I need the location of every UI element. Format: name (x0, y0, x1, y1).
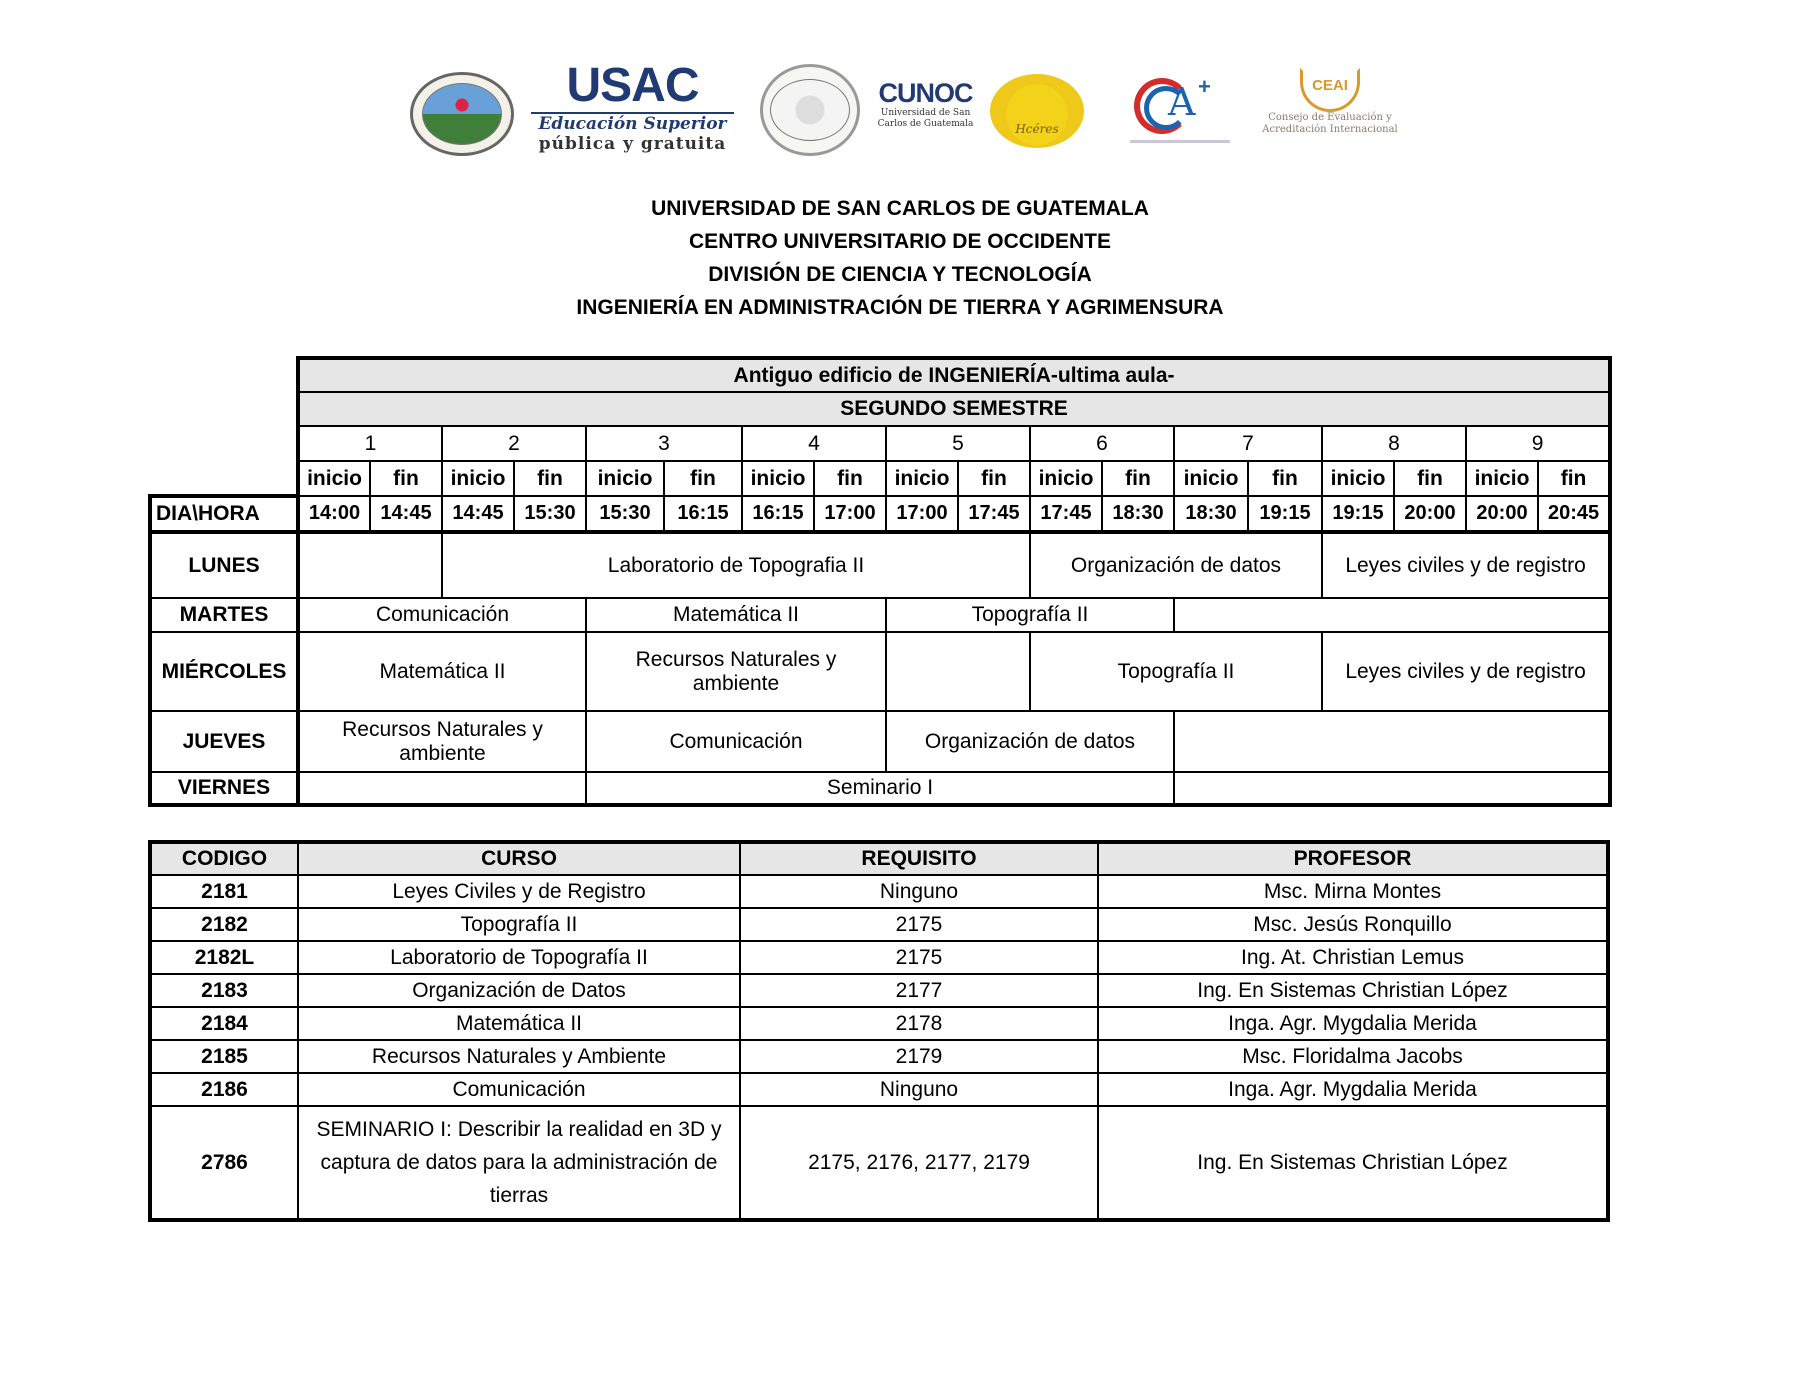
end-label: fin (1102, 461, 1174, 496)
schedule-cell: Organización de datos (886, 711, 1174, 772)
course-professor: Ing. En Sistemas Christian López (1098, 974, 1608, 1007)
schedule-cell: Matemática II (586, 598, 886, 632)
day-label-martes: MARTES (150, 598, 298, 632)
start-label: inicio (742, 461, 814, 496)
time-cell: 17:45 (958, 496, 1030, 532)
cunoc-logo (868, 78, 983, 130)
period-number: 3 (586, 426, 742, 461)
table-row (150, 1040, 1608, 1073)
schedule-cell (298, 532, 442, 598)
ca-logo-letter: A (1168, 80, 1196, 124)
time-cell: 15:30 (586, 496, 664, 532)
course-professor: Msc. Floridalma Jacobs (1098, 1040, 1608, 1073)
course-professor: Inga. Agr. Mygdalia Merida (1098, 1073, 1608, 1106)
cunoc-seal-icon (760, 64, 860, 156)
course-professor: Inga. Agr. Mygdalia Merida (1098, 1007, 1608, 1040)
period-number: 9 (1466, 426, 1610, 461)
course-code: 2182 (150, 908, 298, 941)
time-cell: 20:00 (1466, 496, 1538, 532)
day-label-lunes: LUNES (150, 532, 298, 598)
start-label: inicio (1030, 461, 1102, 496)
end-label: fin (370, 461, 442, 496)
document-heading (0, 192, 1800, 324)
end-label: fin (1538, 461, 1610, 496)
location-title: Antiguo edificio de INGENIERÍA-ultima aula- (298, 358, 1610, 392)
table-row (150, 875, 1608, 908)
start-label: inicio (1466, 461, 1538, 496)
course-code: 2183 (150, 974, 298, 1007)
course-name: Leyes Civiles y de Registro (298, 875, 740, 908)
ceai-logo-line-1: Consejo de Evaluación y (1268, 112, 1392, 123)
schedule-cell: Matemática II (298, 632, 586, 711)
column-header-requisito: REQUISITO (740, 842, 1098, 875)
course-requirement: 2175, 2176, 2177, 2179 (740, 1106, 1098, 1220)
schedule-cell: Comunicación (298, 598, 586, 632)
usac-logo-tagline-2: pública y gratuita (538, 134, 727, 154)
cunoc-logo-line-1: Universidad de San (880, 108, 971, 118)
period-number: 1 (298, 426, 442, 461)
course-code: 2184 (150, 1007, 298, 1040)
schedule-cell (298, 772, 586, 805)
hceres-logo-text: Hcéres (1015, 122, 1059, 136)
end-label: fin (1248, 461, 1322, 496)
course-name: SEMINARIO I: Describir la realidad en 3D y captura de datos para la administración de tierras (298, 1106, 740, 1220)
table-row (150, 1106, 1608, 1220)
schedule-cell: Topografía II (1030, 632, 1322, 711)
ceai-logo-word: CEAI (1312, 77, 1348, 94)
time-cell: 14:45 (370, 496, 442, 532)
time-cell: 20:45 (1538, 496, 1610, 532)
corner-label: DIA\HORA (150, 496, 298, 532)
usac-logo-word: USAC (566, 59, 699, 112)
course-requirement: Ninguno (740, 875, 1098, 908)
schedule-cell: Leyes civiles y de registro (1322, 632, 1610, 711)
start-label: inicio (586, 461, 664, 496)
column-header-codigo: CODIGO (150, 842, 298, 875)
period-number: 7 (1174, 426, 1322, 461)
start-label: inicio (1322, 461, 1394, 496)
center-name: CENTRO UNIVERSITARIO DE OCCIDENTE (689, 230, 1111, 253)
hceres-accreditation-icon (990, 74, 1084, 148)
course-code: 2181 (150, 875, 298, 908)
end-label: fin (514, 461, 586, 496)
schedule-cell (1174, 711, 1610, 772)
program-name: INGENIERÍA EN ADMINISTRACIÓN DE TIERRA Y AGRIMENSURA (576, 296, 1224, 319)
time-cell: 14:45 (442, 496, 514, 532)
course-name: Organización de Datos (298, 974, 740, 1007)
table-row (150, 941, 1608, 974)
course-name: Recursos Naturales y Ambiente (298, 1040, 740, 1073)
course-professor: Ing. At. Christian Lemus (1098, 941, 1608, 974)
time-cell: 14:00 (298, 496, 370, 532)
day-label-jueves: JUEVES (150, 711, 298, 772)
time-cell: 16:15 (664, 496, 742, 532)
semester-title: SEGUNDO SEMESTRE (298, 392, 1610, 426)
time-cell: 18:30 (1102, 496, 1174, 532)
time-cell: 17:00 (886, 496, 958, 532)
table-row (150, 908, 1608, 941)
ca-accreditation-icon: A + (1130, 74, 1230, 149)
usac-logo (525, 60, 740, 160)
period-number: 8 (1322, 426, 1466, 461)
course-requirement: 2175 (740, 941, 1098, 974)
schedule-table (148, 356, 1612, 807)
start-label: inicio (886, 461, 958, 496)
course-professor: Msc. Mirna Montes (1098, 875, 1608, 908)
schedule-cell (1174, 598, 1610, 632)
course-name: Topografía II (298, 908, 740, 941)
course-requirement: 2177 (740, 974, 1098, 1007)
start-label: inicio (298, 461, 370, 496)
division-name: DIVISIÓN DE CIENCIA Y TECNOLOGÍA (708, 263, 1092, 286)
column-header-profesor: PROFESOR (1098, 842, 1608, 875)
courses-table (148, 840, 1610, 1222)
ceai-logo-line-2: Acreditación Internacional (1262, 124, 1398, 135)
logo-strip (410, 60, 1410, 160)
day-label-viernes: VIERNES (150, 772, 298, 805)
end-label: fin (664, 461, 742, 496)
schedule-cell: Topografía II (886, 598, 1174, 632)
column-header-curso: CURSO (298, 842, 740, 875)
period-number: 6 (1030, 426, 1174, 461)
period-number: 5 (886, 426, 1030, 461)
schedule-cell: Comunicación (586, 711, 886, 772)
end-label: fin (814, 461, 886, 496)
schedule-cell: Leyes civiles y de registro (1322, 532, 1610, 598)
course-code: 2786 (150, 1106, 298, 1220)
usac-logo-tagline-1: Educación Superior (538, 114, 727, 134)
schedule-cell: Seminario I (586, 772, 1174, 805)
time-cell: 20:00 (1394, 496, 1466, 532)
time-cell: 15:30 (514, 496, 586, 532)
table-row (150, 974, 1608, 1007)
course-name: Laboratorio de Topografía II (298, 941, 740, 974)
time-cell: 16:15 (742, 496, 814, 532)
period-number: 2 (442, 426, 586, 461)
time-cell: 19:15 (1248, 496, 1322, 532)
university-name: UNIVERSIDAD DE SAN CARLOS DE GUATEMALA (651, 197, 1149, 220)
course-professor: Msc. Jesús Ronquillo (1098, 908, 1608, 941)
course-code: 2185 (150, 1040, 298, 1073)
schedule-cell (1174, 772, 1610, 805)
course-requirement: 2178 (740, 1007, 1098, 1040)
end-label: fin (1394, 461, 1466, 496)
period-number: 4 (742, 426, 886, 461)
time-cell: 17:45 (1030, 496, 1102, 532)
course-professor: Ing. En Sistemas Christian López (1098, 1106, 1608, 1220)
course-code: 2182L (150, 941, 298, 974)
schedule-cell: Organización de datos (1030, 532, 1322, 598)
ceai-wreath-icon (1300, 68, 1360, 112)
ceai-logo (1255, 68, 1405, 136)
table-row (150, 1007, 1608, 1040)
schedule-cell: Recursos Naturales y ambiente (298, 711, 586, 772)
time-cell: 19:15 (1322, 496, 1394, 532)
cunoc-logo-line-2: Carlos de Guatemala (877, 119, 974, 129)
schedule-cell (886, 632, 1030, 711)
course-requirement: 2175 (740, 908, 1098, 941)
course-requirement: 2179 (740, 1040, 1098, 1073)
course-code: 2186 (150, 1073, 298, 1106)
course-requirement: Ninguno (740, 1073, 1098, 1106)
time-cell: 18:30 (1174, 496, 1248, 532)
course-name: Comunicación (298, 1073, 740, 1106)
day-label-miercoles: MIÉRCOLES (150, 632, 298, 711)
cunoc-logo-word: CUNOC (878, 78, 973, 108)
schedule-cell: Recursos Naturales y ambiente (586, 632, 886, 711)
end-label: fin (958, 461, 1030, 496)
table-row (150, 1073, 1608, 1106)
time-cell: 17:00 (814, 496, 886, 532)
start-label: inicio (442, 461, 514, 496)
schedule-cell: Laboratorio de Topografia II (442, 532, 1030, 598)
usac-seal-icon (410, 72, 514, 156)
course-name: Matemática II (298, 1007, 740, 1040)
start-label: inicio (1174, 461, 1248, 496)
